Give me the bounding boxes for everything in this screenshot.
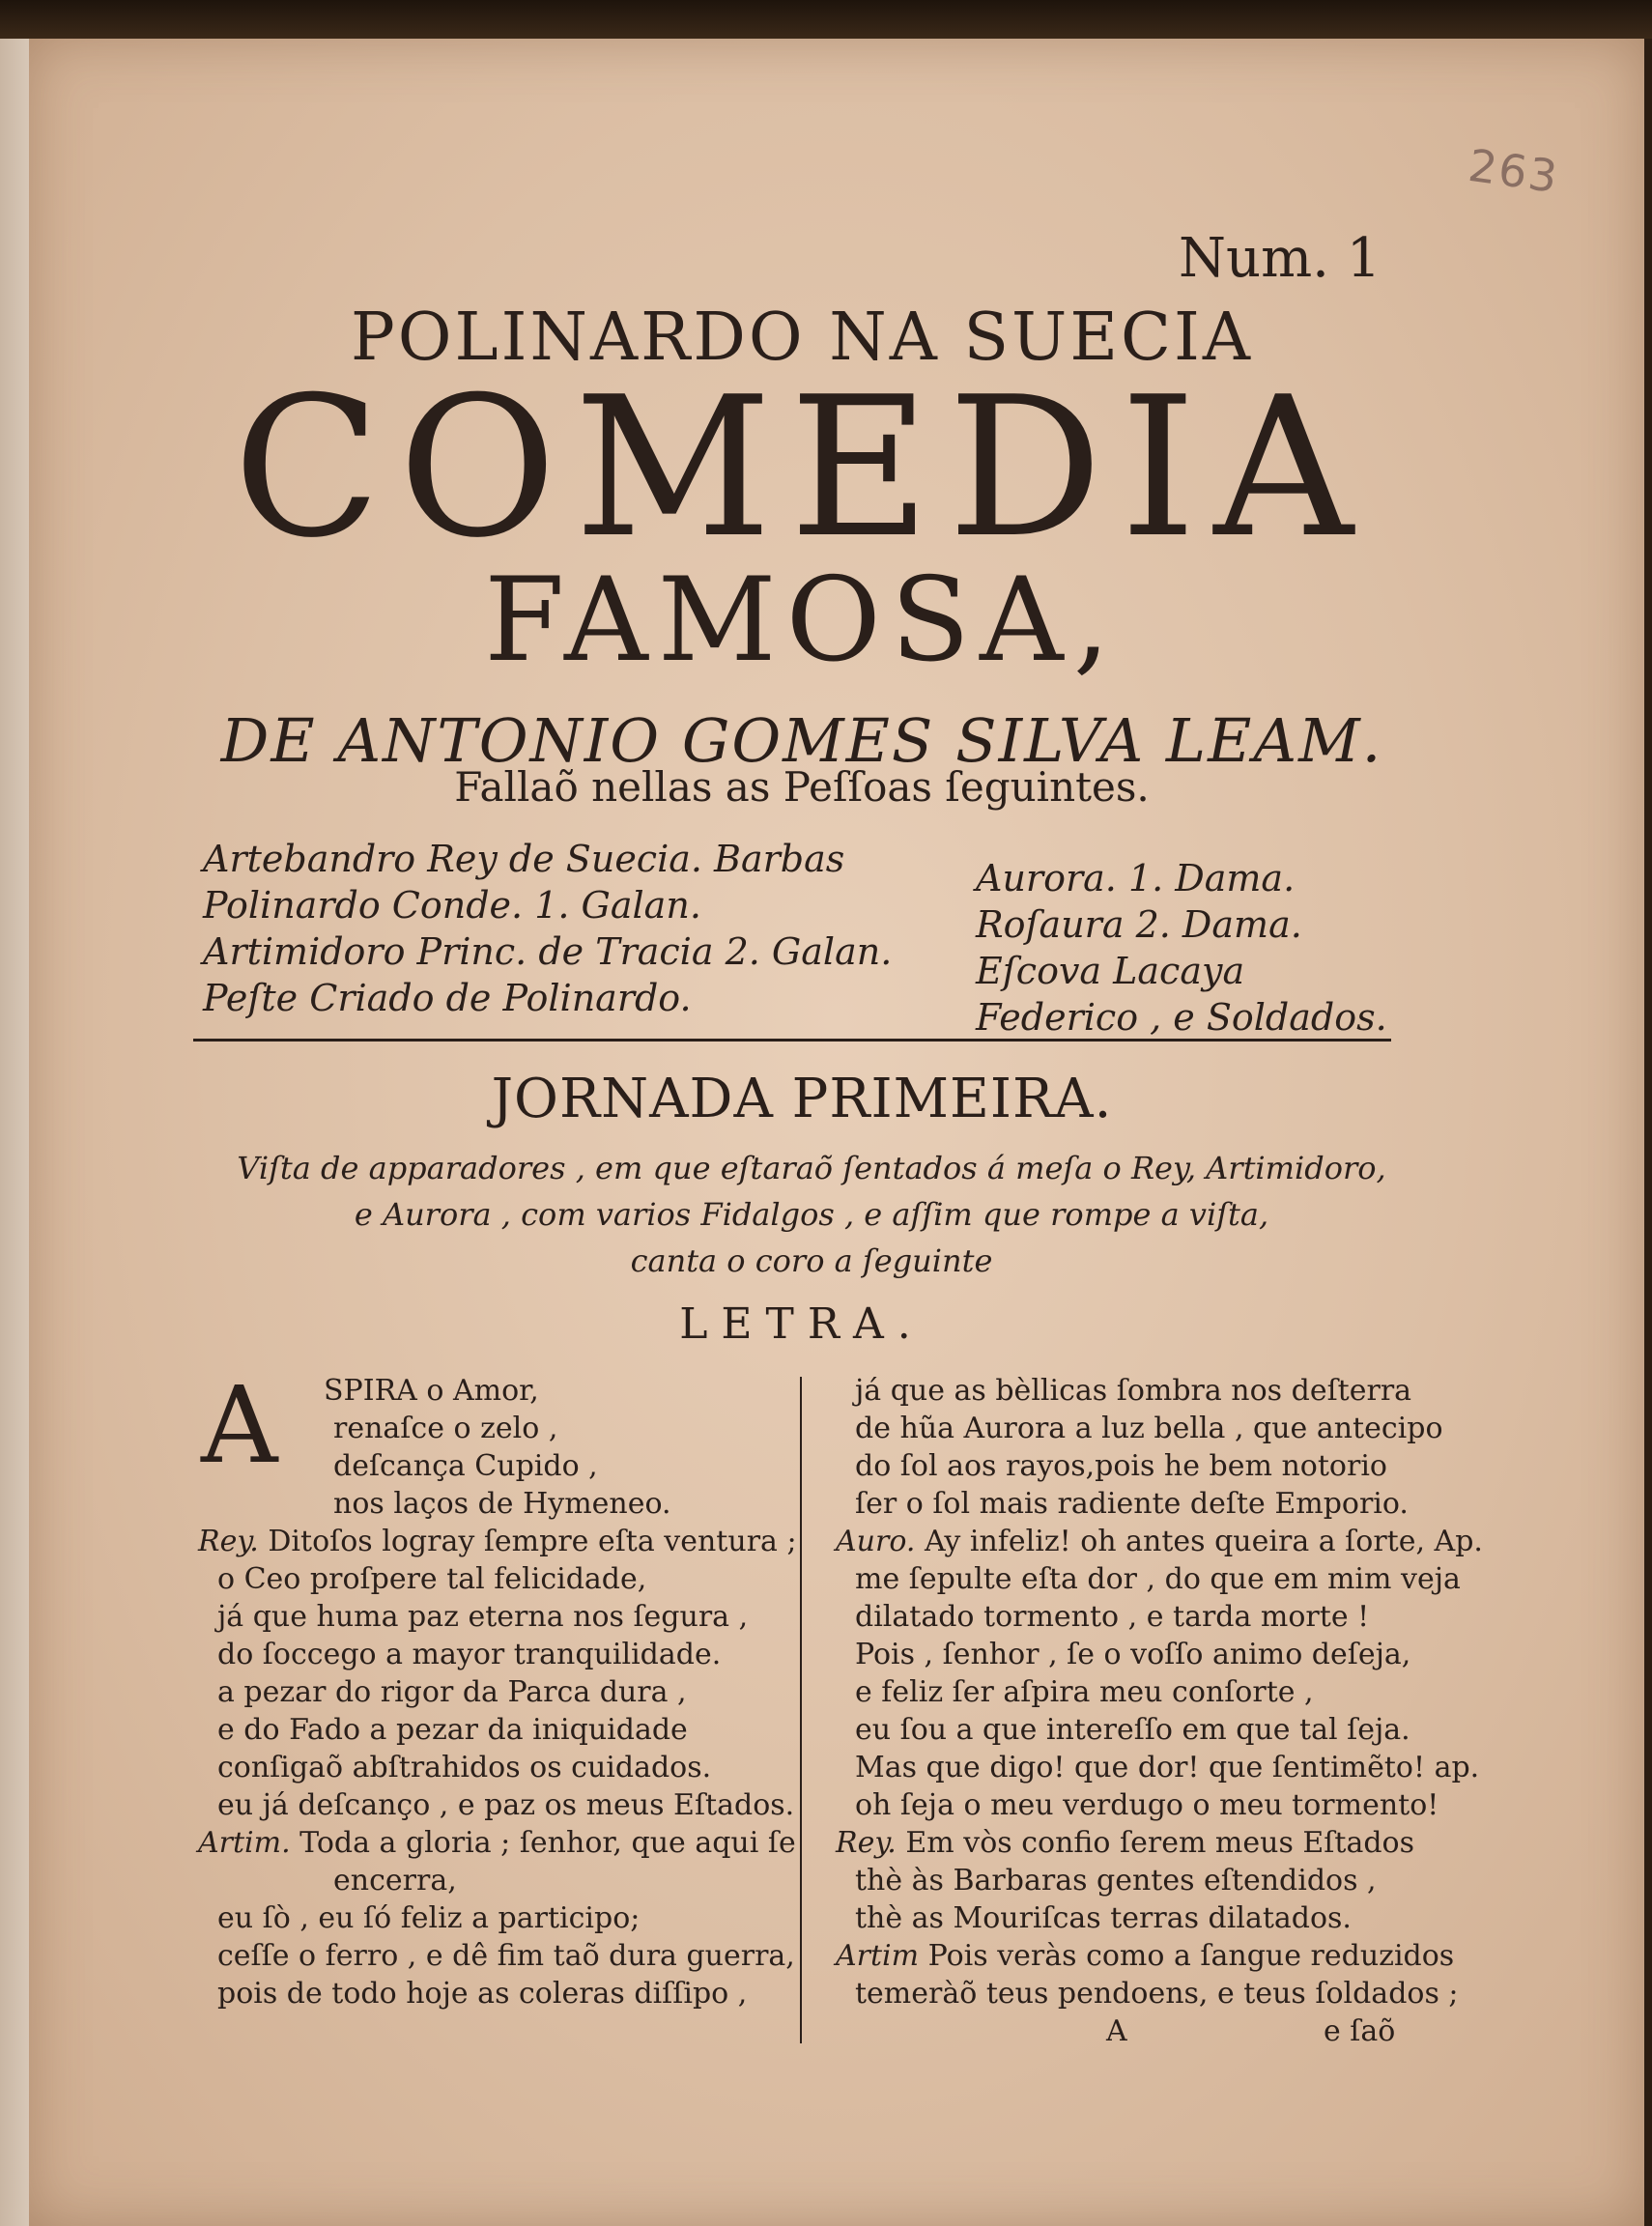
verse-line bbox=[198, 1711, 797, 1749]
speaker-label: Rey. bbox=[198, 1525, 259, 1558]
page-title: COMEDIA bbox=[233, 356, 1371, 581]
verse-text: eu ſou a que intereſſo em que tal ſeja. bbox=[855, 1713, 1410, 1747]
verse-text: SPIRA o Amor, bbox=[324, 1374, 539, 1408]
verse-line bbox=[836, 1673, 1415, 1711]
verse-text: oh ſeja o meu verdugo o meu tormento! bbox=[855, 1788, 1439, 1822]
speaker-label: Artim bbox=[836, 1939, 920, 1973]
verse-text: e do Fado a pezar da iniquidade bbox=[217, 1713, 688, 1747]
verse-line bbox=[836, 1636, 1415, 1673]
cast-list-left bbox=[203, 836, 892, 1021]
verse-text: Pois veràs como a ſangue reduzidos bbox=[919, 1939, 1455, 1973]
verse-text: thè as Mouriſcas terras dilatados. bbox=[855, 1901, 1352, 1935]
cast-entry: Roſaura 2. Dama. bbox=[976, 903, 1302, 946]
verse-text: thè às Barbaras gentes eſtendidos , bbox=[855, 1864, 1377, 1898]
stage-direction bbox=[145, 1145, 1478, 1284]
verse-line bbox=[836, 1447, 1415, 1485]
verse-line bbox=[198, 1523, 797, 1560]
verse-text: renaſce o zelo , bbox=[333, 1412, 558, 1445]
verse-text: eu ſò , eu ſó feliz a participo; bbox=[217, 1901, 641, 1935]
verse-line bbox=[198, 1485, 797, 1523]
cast-entry: Federico , e Soldados. bbox=[976, 996, 1387, 1039]
issue-number: Num. 1 bbox=[1179, 227, 1381, 290]
verse-line bbox=[836, 1749, 1480, 1786]
verse-text: dilatado tormento , e tarda morte ! bbox=[855, 1600, 1370, 1634]
background-edge bbox=[0, 0, 1652, 39]
verse-line bbox=[198, 1636, 797, 1673]
verse-line bbox=[198, 1372, 797, 1410]
persons-heading: Fallaõ nellas as Peſſoas ſeguintes. bbox=[454, 763, 1150, 811]
verse-line bbox=[198, 1862, 797, 1899]
verse-text: temeràõ teus pendoens, e teus ſoldados ; bbox=[855, 1977, 1459, 2011]
speaker-label: Auro. bbox=[836, 1525, 916, 1558]
verse-line bbox=[836, 1410, 1443, 1447]
letra-heading: LETRA. bbox=[679, 1299, 925, 1349]
verse-text: nos laços de Hymeneo. bbox=[333, 1487, 671, 1521]
verse-line bbox=[198, 1786, 797, 1824]
drop-cap: A bbox=[201, 1363, 278, 1487]
verse-line bbox=[198, 1899, 797, 1937]
verse-text: Mas que digo! que dor! que ſentimẽto! ap. bbox=[855, 1751, 1480, 1784]
cast-list-right bbox=[976, 855, 1387, 1041]
verse-text: de hũa Aurora a luz bella , que antecipo bbox=[855, 1412, 1443, 1445]
text-column-right bbox=[836, 1372, 1483, 2012]
stage-direction-line: canta o coro a ſeguinte bbox=[630, 1242, 993, 1279]
verse-line bbox=[198, 1447, 797, 1485]
verse-text: eu já deſcanço , e paz os meus Eſtados. bbox=[217, 1788, 795, 1822]
verse-line bbox=[836, 1523, 1483, 1560]
verse-line bbox=[198, 1824, 797, 1862]
verse-text: já que huma paz eterna nos ſegura , bbox=[217, 1600, 749, 1634]
speaker-label: Rey. bbox=[836, 1826, 897, 1860]
stage-direction-line: Viſta de apparadores , em que eſtaraõ ſentados á meſa o Rey, Artimidoro, bbox=[237, 1150, 1386, 1186]
verse-text: e feliz ſer aſpira meu conſorte , bbox=[855, 1675, 1314, 1709]
signature-mark: A bbox=[1106, 2014, 1127, 2048]
verse-text: Ditoſos logray ſempre eſta ventura ; bbox=[258, 1525, 797, 1558]
author-line: DE ANTONIO GOMES SILVA LEAM. bbox=[220, 705, 1383, 776]
handwritten-page-number: 263 bbox=[1465, 138, 1563, 204]
title-famosa: FAMOSA, bbox=[484, 554, 1120, 688]
document-page bbox=[29, 39, 1644, 2226]
cast-entry: Polinardo Conde. 1. Galan. bbox=[203, 884, 701, 927]
stage-direction-line: e Aurora , com varios Fidalgos , e aſſim que rompe a viſta, bbox=[354, 1196, 1269, 1233]
verse-line bbox=[836, 1937, 1455, 1975]
verse-line bbox=[836, 1711, 1415, 1749]
verse-line bbox=[198, 1749, 797, 1786]
verse-text: conſigaõ abſtrahidos os cuidados. bbox=[217, 1751, 712, 1784]
verse-line bbox=[198, 1975, 797, 2012]
speaker-label: Artim. bbox=[198, 1826, 291, 1860]
cast-entry: Eſcova Lacaya bbox=[976, 950, 1245, 992]
catchword: e ſaõ bbox=[1324, 2014, 1396, 2048]
verse-line bbox=[836, 1862, 1415, 1899]
verse-line bbox=[198, 1560, 797, 1598]
verse-line bbox=[198, 1673, 797, 1711]
verse-text: encerra, bbox=[333, 1864, 457, 1898]
verse-text: do ſol aos rayos,pois he bem notorio bbox=[855, 1449, 1387, 1483]
verse-text: ſer o ſol mais radiente deſte Emporio. bbox=[855, 1487, 1409, 1521]
verse-text: Pois , ſenhor , ſe o voſſo animo deſeja, bbox=[855, 1638, 1411, 1671]
verse-line bbox=[836, 1786, 1439, 1824]
verse-text: já que as bèllicas ſombra nos deſterra bbox=[855, 1374, 1412, 1408]
verse-text: pois de todo hoje as coleras diſſipo , bbox=[217, 1977, 748, 2011]
verse-text: do ſoccego a mayor tranquilidade. bbox=[217, 1638, 722, 1671]
verse-text: Toda a gloria ; ſenhor, que aqui ſe bbox=[290, 1826, 796, 1860]
verse-text: Em vòs confio ſerem meus Eſtados bbox=[896, 1826, 1414, 1860]
verse-line bbox=[198, 1937, 797, 1975]
verse-text: a pezar do rigor da Parca dura , bbox=[217, 1675, 687, 1709]
verse-text: o Ceo proſpere tal felicidade, bbox=[217, 1562, 647, 1596]
text-column-left bbox=[198, 1363, 797, 2012]
verse-line bbox=[836, 1899, 1415, 1937]
column-divider bbox=[800, 1377, 802, 2043]
divider-rule bbox=[193, 1039, 1391, 1042]
cast-entry: Artebandro Rey de Suecia. Barbas bbox=[203, 838, 845, 880]
verse-text: Ay infeliz! oh antes queira a ſorte, Ap. bbox=[915, 1525, 1483, 1558]
cast-entry: Peſte Criado de Polinardo. bbox=[203, 977, 692, 1019]
verse-line bbox=[836, 1975, 1459, 2012]
verse-line bbox=[836, 1560, 1461, 1598]
cast-entry: Aurora. 1. Dama. bbox=[976, 857, 1296, 899]
verse-line bbox=[198, 1410, 797, 1447]
verse-line bbox=[836, 1598, 1415, 1636]
verse-line bbox=[836, 1485, 1415, 1523]
verse-text: me ſepulte eſta dor , do que em mim veja bbox=[855, 1562, 1461, 1596]
verse-line bbox=[198, 1598, 797, 1636]
verse-text: deſcança Cupido , bbox=[333, 1449, 598, 1483]
verse-line bbox=[836, 1824, 1415, 1862]
verse-line bbox=[836, 1372, 1415, 1410]
verse-text: ceſſe o ferro , e dê fim taõ dura guerra, bbox=[217, 1939, 795, 1973]
act-heading: JORNADA PRIMEIRA. bbox=[491, 1068, 1113, 1130]
cast-entry: Artimidoro Princ. de Tracia 2. Galan. bbox=[203, 930, 893, 973]
play-subtitle: POLINARDO NA SUECIA bbox=[351, 300, 1253, 376]
